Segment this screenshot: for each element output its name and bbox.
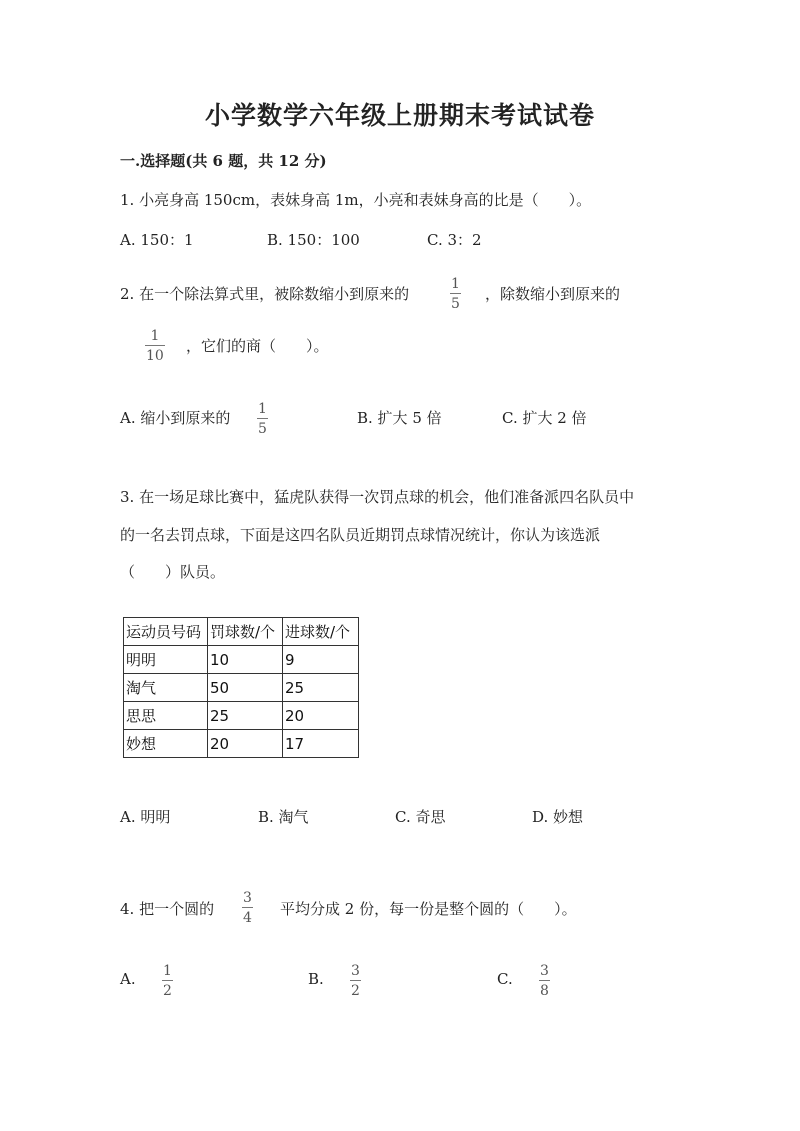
table-cell: 思思 <box>124 702 208 730</box>
q4-option-b-label: B. <box>308 970 324 988</box>
fraction-bar <box>450 293 461 294</box>
table-header-cell: 进球数/个 <box>283 618 359 646</box>
q2-line1-prefix: 2. 在一个除法算式里，被除数缩小到原来的 <box>120 285 410 303</box>
fraction-denominator: 10 <box>146 348 164 364</box>
fraction-bar <box>145 345 165 346</box>
table-row <box>124 646 359 674</box>
penalty-stats-table <box>123 617 359 758</box>
q3-option-c: C. 奇思 <box>395 808 446 826</box>
q4-suffix: 平均分成 2 份，每一份是整个圆的（ ）。 <box>280 900 577 918</box>
table-header-row <box>124 618 359 646</box>
q2-line1-suffix: ，除数缩小到原来的 <box>485 285 621 303</box>
q3-line1: 3. 在一场足球比赛中，猛虎队获得一次罚点球的机会，他们准备派四名队员中 <box>120 488 635 506</box>
table-cell: 明明 <box>124 646 208 674</box>
fraction-denominator: 5 <box>258 421 267 437</box>
q4-fraction <box>242 890 253 926</box>
fraction-numerator: 1 <box>258 401 267 417</box>
fraction-numerator: 1 <box>163 963 172 979</box>
q3-option-a: A. 明明 <box>120 808 171 826</box>
q1-option-a: A. 150：1 <box>120 231 194 249</box>
q2-line2-suffix: ，它们的商（ ）。 <box>186 337 329 355</box>
fraction-bar <box>350 980 361 981</box>
table-cell: 9 <box>283 646 359 674</box>
fraction-denominator: 2 <box>351 983 360 999</box>
table-row <box>124 730 359 758</box>
q3-option-d: D. 妙想 <box>532 808 584 826</box>
section-heading: 一.选择题(共 6 题，共 12 分) <box>120 152 327 170</box>
fraction-denominator: 8 <box>540 983 549 999</box>
table-cell: 25 <box>208 702 283 730</box>
table-cell: 淘气 <box>124 674 208 702</box>
table-row <box>124 674 359 702</box>
q2-option-a: A. 缩小到原来的 <box>120 409 231 427</box>
q2-fraction-1 <box>450 276 461 312</box>
table-cell: 20 <box>208 730 283 758</box>
q3-line2: 的一名去罚点球，下面是这四名队员近期罚点球情况统计，你认为该选派 <box>120 526 601 544</box>
q4-prefix: 4. 把一个圆的 <box>120 900 215 918</box>
fraction-numerator: 3 <box>243 890 252 906</box>
table-cell: 20 <box>283 702 359 730</box>
fraction-numerator: 1 <box>150 328 160 344</box>
table-row <box>124 702 359 730</box>
table-cell: 50 <box>208 674 283 702</box>
q2-option-c: C. 扩大 2 倍 <box>502 409 587 427</box>
q4-option-b-fraction <box>350 963 361 999</box>
q1-stem: 1. 小亮身高 150cm，表妹身高 1m，小亮和表妹身高的比是（ ）。 <box>120 191 592 209</box>
q3-line3: （ ）队员。 <box>120 563 226 581</box>
fraction-denominator: 4 <box>243 910 252 926</box>
fraction-bar <box>162 980 173 981</box>
table-header-cell: 罚球数/个 <box>208 618 283 646</box>
table-header-cell: 运动员号码 <box>124 618 208 646</box>
table-cell: 10 <box>208 646 283 674</box>
fraction-denominator: 5 <box>451 296 460 312</box>
q1-option-c: C. 3：2 <box>427 231 482 249</box>
fraction-numerator: 1 <box>451 276 460 292</box>
q4-option-a-fraction <box>162 963 173 999</box>
fraction-bar <box>257 418 268 419</box>
fraction-bar <box>242 907 253 908</box>
q3-option-b: B. 淘气 <box>258 808 309 826</box>
table-cell: 妙想 <box>124 730 208 758</box>
q1-option-b: B. 150：100 <box>267 231 360 249</box>
fraction-bar <box>539 980 550 981</box>
table-cell: 25 <box>283 674 359 702</box>
q4-option-c-label: C. <box>497 970 513 988</box>
fraction-denominator: 2 <box>163 983 172 999</box>
q2-option-b: B. 扩大 5 倍 <box>357 409 442 427</box>
page-title: 小学数学六年级上册期末考试试卷 <box>204 101 595 130</box>
q2-option-a-fraction <box>257 401 268 437</box>
q4-option-a-label: A. <box>120 970 136 988</box>
fraction-numerator: 3 <box>540 963 549 979</box>
q4-option-c-fraction <box>539 963 550 999</box>
table-cell: 17 <box>283 730 359 758</box>
q2-fraction-2 <box>145 328 165 364</box>
fraction-numerator: 3 <box>351 963 360 979</box>
